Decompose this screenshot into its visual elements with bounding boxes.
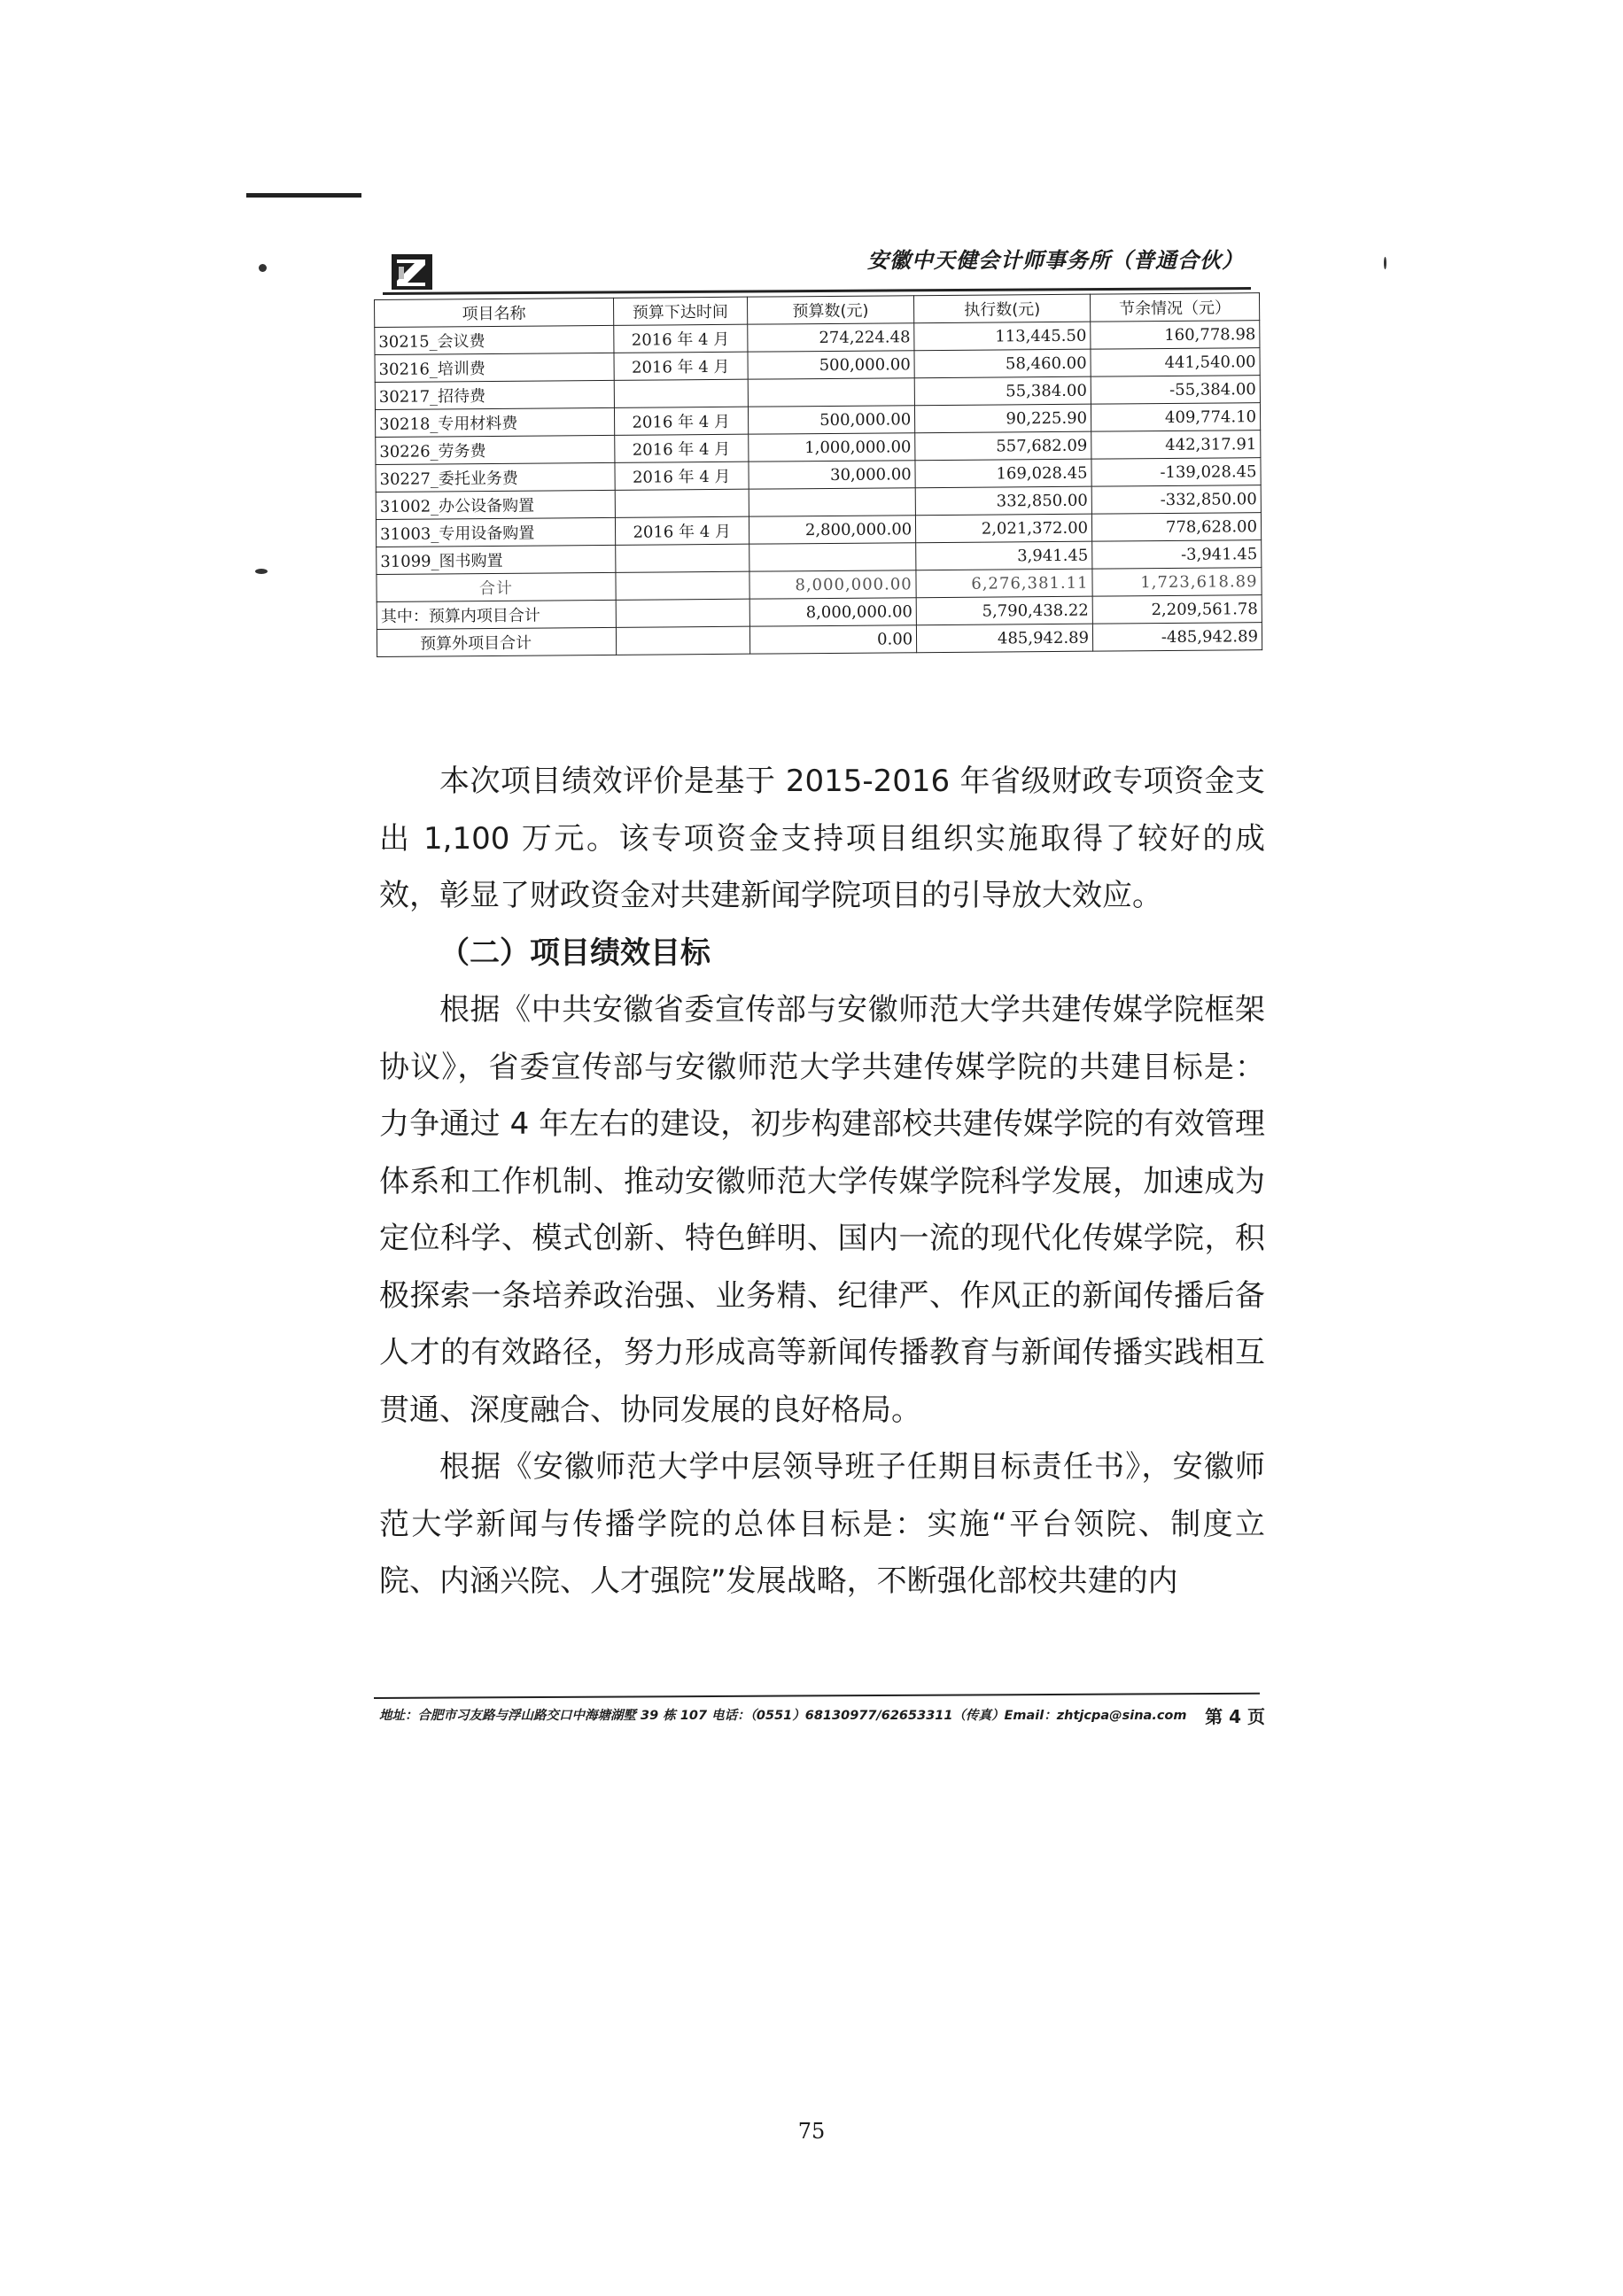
executed-total-cell: 6,276,381.11 [916, 569, 1092, 598]
issue-date-cell [614, 379, 748, 407]
balance-cell: 441,540.00 [1091, 348, 1260, 376]
issue-date-cell [616, 599, 749, 627]
issue-date-cell: 2016 年 4 月 [615, 462, 749, 490]
balance-cell: -485,942.89 [1092, 623, 1262, 651]
executed-cell: 2,021,372.00 [916, 514, 1092, 543]
issue-date-cell [615, 489, 749, 517]
scan-artifact-rule [246, 193, 361, 198]
scan-speck [255, 569, 268, 574]
balance-cell: -139,028.45 [1091, 458, 1261, 486]
item-name-cell: 31003_专用设备购置 [376, 517, 615, 547]
budget-table-container [374, 292, 1262, 657]
item-name-cell: 30215_会议费 [375, 325, 614, 354]
footer-rule [374, 1693, 1260, 1699]
budget-total-cell: 8,000,000.00 [749, 570, 916, 599]
issue-date-cell: 2016 年 4 月 [615, 516, 749, 545]
budget-table [374, 292, 1262, 657]
balance-cell: 409,774.10 [1091, 403, 1260, 431]
executed-cell: 485,942.89 [917, 624, 1093, 653]
balance-cell: 778,628.00 [1091, 513, 1261, 541]
footer [379, 1705, 1265, 1727]
scan-speck [259, 264, 267, 272]
column-header: 预算数(元) [747, 296, 914, 324]
issue-date-cell: 2016 年 4 月 [614, 324, 748, 353]
firm-logo-icon [390, 252, 434, 291]
budget-cell [748, 378, 915, 407]
body-text [379, 753, 1265, 1610]
budget-cell: 0.00 [749, 625, 917, 654]
page-number: 75 [797, 2119, 826, 2144]
balance-total-cell: 1,723,618.89 [1092, 568, 1262, 596]
firm-name: 安徽中天健会计师事务所（普通合伙） [867, 248, 1244, 273]
budget-cell: 2,800,000.00 [749, 516, 916, 544]
executed-cell: 3,941.45 [916, 541, 1092, 570]
item-name-cell: 30227_委托业务费 [376, 462, 615, 492]
executed-cell: 169,028.45 [915, 459, 1091, 488]
executed-cell: 90,225.90 [915, 404, 1091, 433]
column-header: 执行数(元) [914, 294, 1091, 323]
balance-cell: 2,209,561.78 [1092, 595, 1262, 624]
item-name-cell: 31099_图书购置 [377, 545, 616, 574]
budget-cell: 500,000.00 [748, 351, 915, 379]
section-heading: （二）项目绩效目标 [439, 935, 711, 971]
budget-cell: 274,224.48 [747, 323, 914, 352]
balance-cell: 442,317.91 [1091, 430, 1261, 459]
column-header: 预算下达时间 [613, 297, 747, 325]
budget-cell [749, 488, 916, 516]
scan-speck [1384, 257, 1386, 269]
paragraph-fund-summary: 本次项目绩效评价是基于 2015-2016 年省级财政专项资金支出 1,100 万元。该专项资金支持项目组织实施取得了较好的成效，彰显了财政资金对共建新闻学院项目的引导放大效应。 [379, 764, 1265, 913]
outside-budget-label-cell: 预算外项目合计 [377, 627, 616, 656]
executed-cell: 58,460.00 [914, 349, 1091, 378]
budget-cell: 30,000.00 [749, 461, 916, 489]
footer-contact: 地址：合肥市习友路与浮山路交口中海塘湖墅 39 栋 107 电话：（0551）68130977/62653311（传真）Email：zhtjcpa@sina.com [379, 1709, 1187, 1723]
balance-cell: 160,778.98 [1091, 321, 1260, 349]
issue-date-cell [616, 626, 749, 655]
executed-cell: 5,790,438.22 [916, 596, 1092, 625]
budget-cell [749, 543, 916, 571]
item-name-cell: 30217_招待费 [375, 380, 614, 409]
issue-date-cell: 2016 年 4 月 [614, 407, 748, 435]
total-label-cell: 合计 [377, 572, 616, 601]
column-header: 节余情况（元） [1090, 293, 1259, 322]
budget-cell: 500,000.00 [748, 406, 915, 434]
issue-date-cell: 2016 年 4 月 [615, 434, 749, 462]
issue-date-cell [615, 544, 749, 572]
item-name-cell: 30218_专用材料费 [375, 407, 614, 437]
paragraph-responsibility-goals: 根据《安徽师范大学中层领导班子任期目标责任书》，安徽师范大学新闻与传播学院的总体目标是：实施“平台领院、制度立院、内涵兴院、人才强院”发展战略，不断强化部校共建的内 [379, 1449, 1265, 1599]
executed-cell: 113,445.50 [914, 322, 1091, 351]
column-header: 项目名称 [375, 298, 614, 327]
issue-date-cell [616, 571, 749, 600]
budget-cell: 8,000,000.00 [749, 598, 917, 626]
balance-cell: -55,384.00 [1091, 376, 1260, 404]
within-budget-label-cell: 其中：预算内项目合计 [377, 600, 616, 629]
footer-page-label: 第 4 页 [1205, 1706, 1265, 1727]
item-name-cell: 30216_培训费 [375, 353, 614, 382]
item-name-cell: 30226_劳务费 [376, 435, 615, 464]
balance-cell: -332,850.00 [1091, 485, 1261, 514]
paragraph-framework-agreement: 根据《中共安徽省委宣传部与安徽师范大学共建传媒学院框架协议》，省委宣传部与安徽师范大学共建传媒学院的共建目标是：力争通过 4 年左右的建设，初步构建部校共建传媒学院的有效管理体系和工作机制、推动安徽师范大学传媒学院科学发展，加速成为定位科学、模式创新、特色鲜明、国内一流的现代化传媒学院，积极探索一条培养政治强、业务精、纪律严、作风正的新闻传播后备人才的有效路径，努力形成高等新闻传播教育与新闻传播实践相互贯通、深度融合、协同发展的良好格局。 [379, 992, 1265, 1428]
executed-cell: 55,384.00 [914, 376, 1091, 406]
budget-cell: 1,000,000.00 [748, 433, 915, 462]
outside-budget-row [377, 623, 1262, 657]
executed-cell: 557,682.09 [915, 431, 1091, 461]
issue-date-cell: 2016 年 4 月 [614, 352, 748, 380]
executed-cell: 332,850.00 [915, 486, 1091, 516]
item-name-cell: 31002_办公设备购置 [376, 490, 615, 519]
balance-cell: -3,941.45 [1092, 540, 1262, 569]
